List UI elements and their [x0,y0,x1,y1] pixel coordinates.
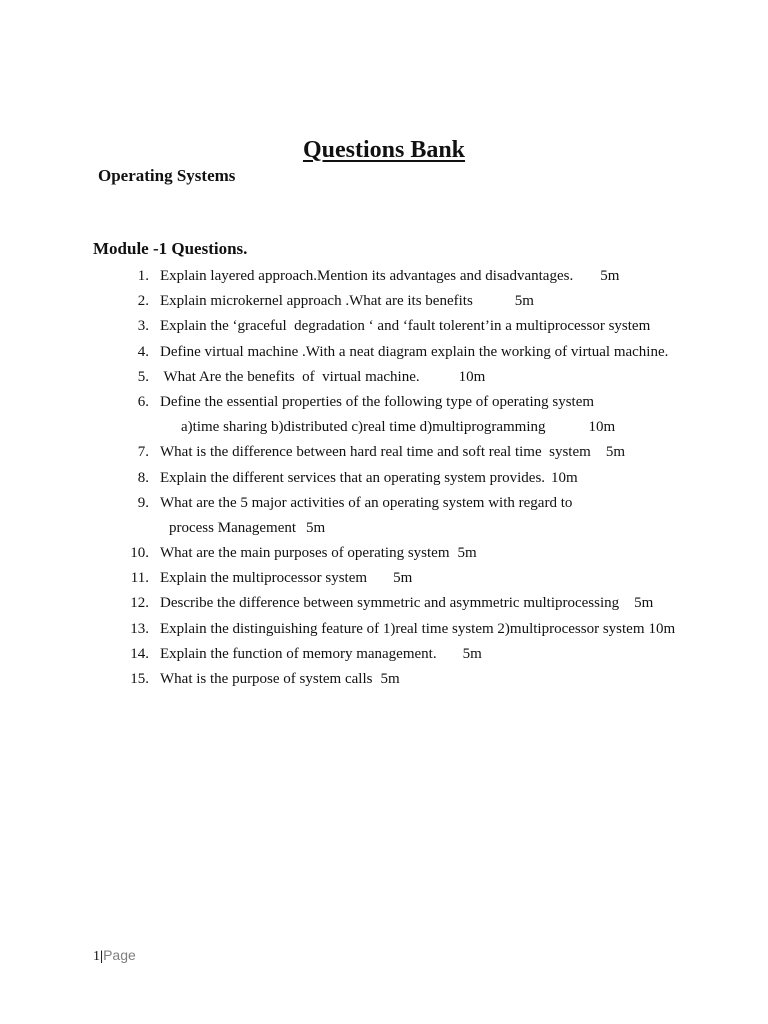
module-heading: Module -1 Questions. [93,239,248,258]
question-marks: 5m [393,570,413,587]
question-item [0,591,768,616]
question-marks: 10m [648,620,676,637]
question-text: Explain microkernel approach .What are its benefits [160,293,473,310]
question-number: 4. [137,343,149,360]
page-separator: | [100,949,104,964]
question-item [0,541,768,566]
question-marks: 5m [634,595,654,612]
question-text: Explain the distinguishing feature of 1)real time system 2)multiprocessor system [160,620,645,637]
question-marks: 5m [306,519,326,536]
question-subline [181,415,615,440]
question-item [0,466,768,491]
question-marks: 10m [551,469,578,486]
question-text: What is the purpose of system calls [160,671,373,688]
question-marks: 10m [588,419,616,436]
question-number: 6. [137,393,149,410]
page-footer [93,946,136,966]
question-list [0,264,768,692]
question-marks: 5m [600,268,620,284]
question-text: Define virtual machine .With a neat diagram explain the working of virtual machine. [160,343,669,360]
question-number: 12. [130,595,149,612]
page-title: Questions Bank [302,137,466,163]
question-item [0,289,768,314]
question-number: 11. [130,570,149,587]
page-label: Page [103,947,136,963]
question-item [0,340,768,365]
question-subline-text: a)time sharing b)distributed c)real time d)multiprogramming [181,419,546,436]
question-item [0,314,768,339]
question-item [0,491,768,541]
question-number: 1. [137,268,149,284]
question-item [0,642,768,667]
question-number: 9. [137,494,149,511]
question-text: What Are the benefits of virtual machine. [160,368,420,385]
question-number: 8. [137,469,149,486]
page-number: 1 [93,949,100,964]
question-text: What is the difference between hard real time and soft real time system [160,444,591,461]
question-number: 2. [137,293,149,310]
question-subline [169,516,325,541]
question-item [0,440,768,465]
question-number: 7. [137,444,149,461]
question-item [0,365,768,390]
question-number: 10. [130,545,149,562]
question-item [0,617,768,642]
question-marks: 5m [514,293,534,310]
question-text: Explain layered approach.Mention its advantages and disadvantages. [160,268,574,284]
question-marks: 5m [605,444,625,461]
question-marks: 5m [380,671,400,688]
question-marks: 5m [457,545,477,562]
question-text: Explain the function of memory management. [160,645,437,662]
question-subline-text: process Management [169,519,297,536]
question-number: 5. [137,368,149,385]
question-number: 15. [130,671,149,688]
subject-heading: Operating Systems [98,166,236,185]
question-text: What are the main purposes of operating system [160,545,450,562]
question-item [0,667,768,692]
question-number: 13. [130,620,149,637]
question-item [0,264,768,289]
question-marks: 10m [458,368,486,385]
question-text: Explain the ‘graceful degradation ‘ and ‘fault tolerent’in a multiprocessor system [160,318,651,335]
question-text: Explain the different services that an operating system provides. [160,469,546,486]
question-item [0,566,768,591]
question-text: What are the 5 major activities of an operating system with regard to [160,494,573,511]
question-item [0,390,768,440]
question-number: 3. [137,318,149,335]
question-text: Define the essential properties of the following type of operating system [160,393,595,410]
question-marks: 5m [462,645,482,662]
question-number: 14. [130,645,149,662]
question-text: Explain the multiprocessor system [160,570,368,587]
question-text: Describe the difference between symmetric and asymmetric multiprocessing [160,595,620,612]
